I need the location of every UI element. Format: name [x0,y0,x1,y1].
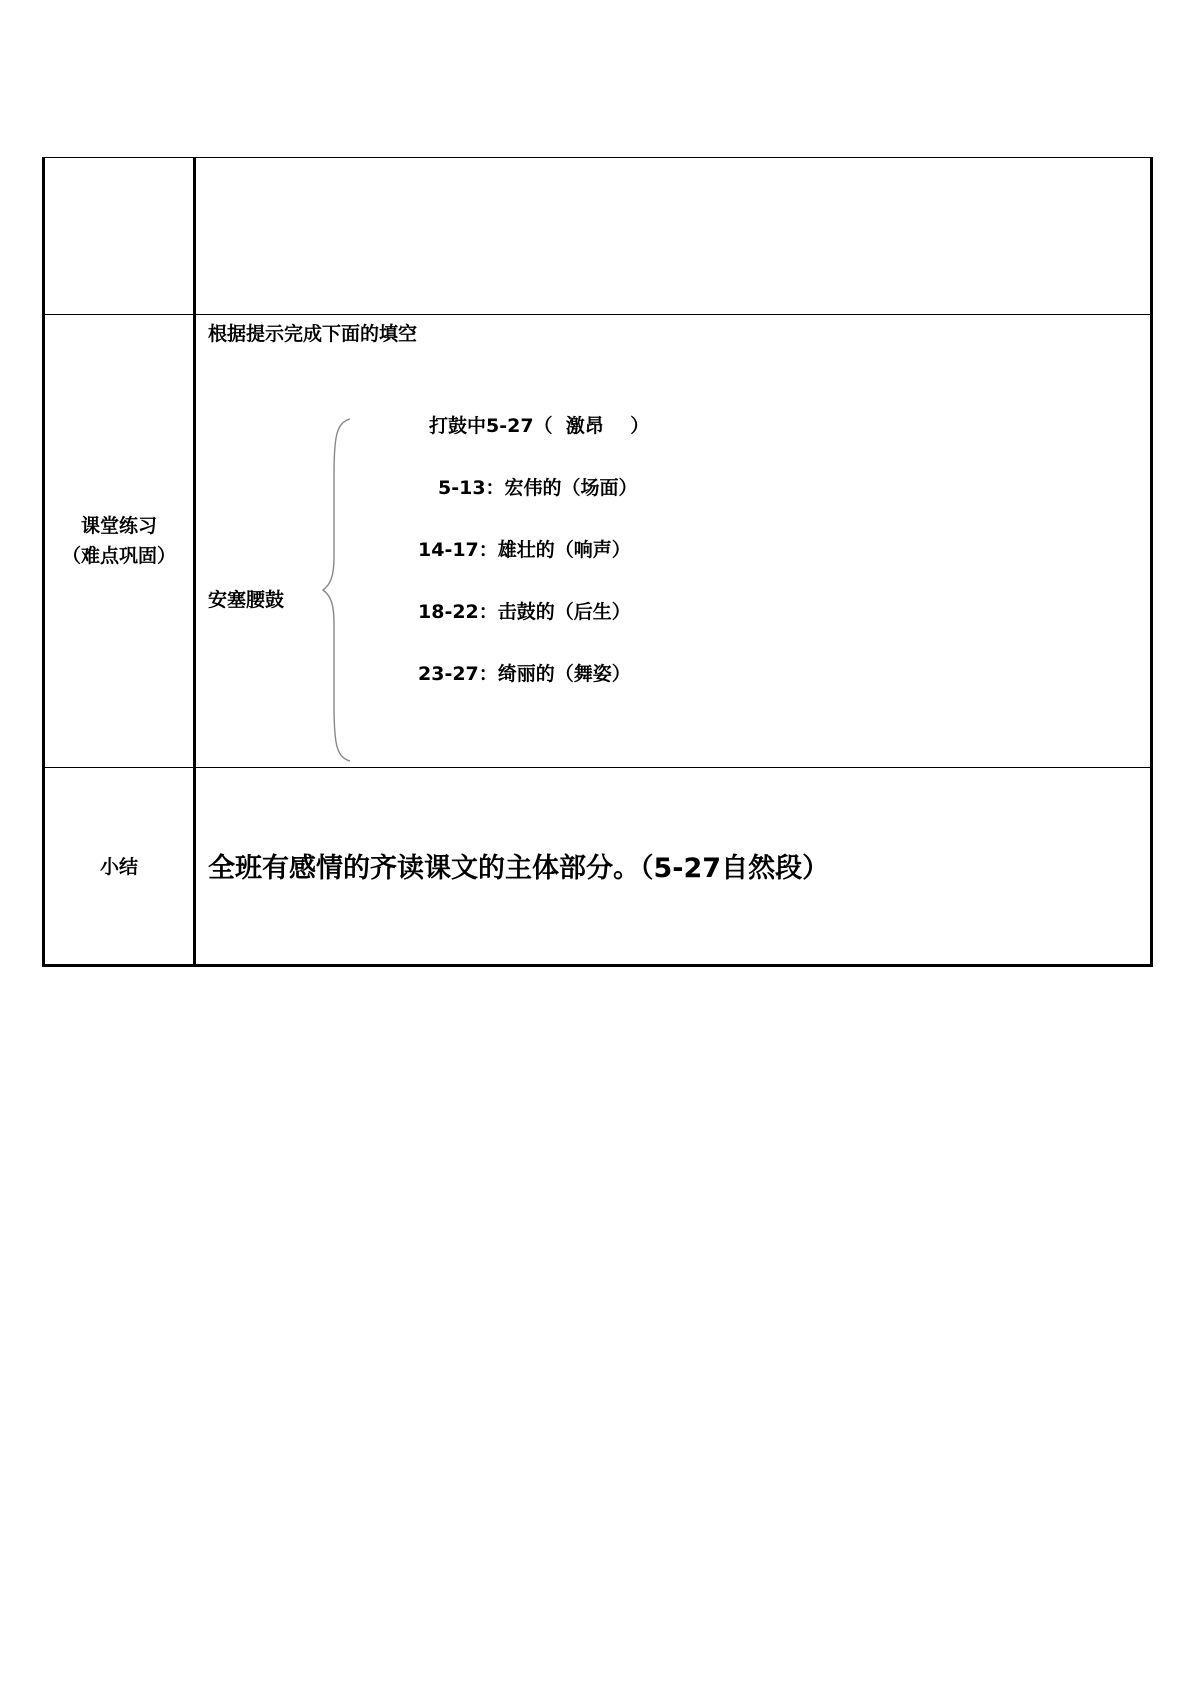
exercise-instruction: 根据提示完成下面的填空 [208,323,418,345]
table-row-exercise [45,315,1150,768]
fill-blank-main: 打鼓中5-27（ 激昂 ） [429,415,650,437]
summary-content-cell [196,768,1150,965]
exercise-topic: 安塞腰鼓 [208,589,285,611]
exercise-label-cell [45,315,193,767]
summary-label: 小结 [99,855,138,878]
row-label-cell [45,158,193,314]
fill-blank-item: 18-22：击鼓的（后生） [418,601,631,623]
curly-brace-icon [322,417,352,763]
fill-blank-item: 23-27：绮丽的（舞姿） [418,663,631,685]
summary-label-cell [45,768,193,965]
exercise-label: 课堂练习 [80,515,157,537]
table-row-empty [45,158,1150,315]
exercise-sublabel: （难点巩固） [61,545,176,567]
row-content-cell [196,158,1150,314]
fill-blank-item: 14-17：雄壮的（响声） [418,539,631,561]
lesson-plan-table [42,157,1153,967]
summary-text: 全班有感情的齐读课文的主体部分。（5-27自然段） [208,853,830,884]
exercise-content-cell [196,315,1150,767]
table-row-summary [45,768,1150,965]
fill-blank-item: 5-13：宏伟的（场面） [438,477,638,499]
